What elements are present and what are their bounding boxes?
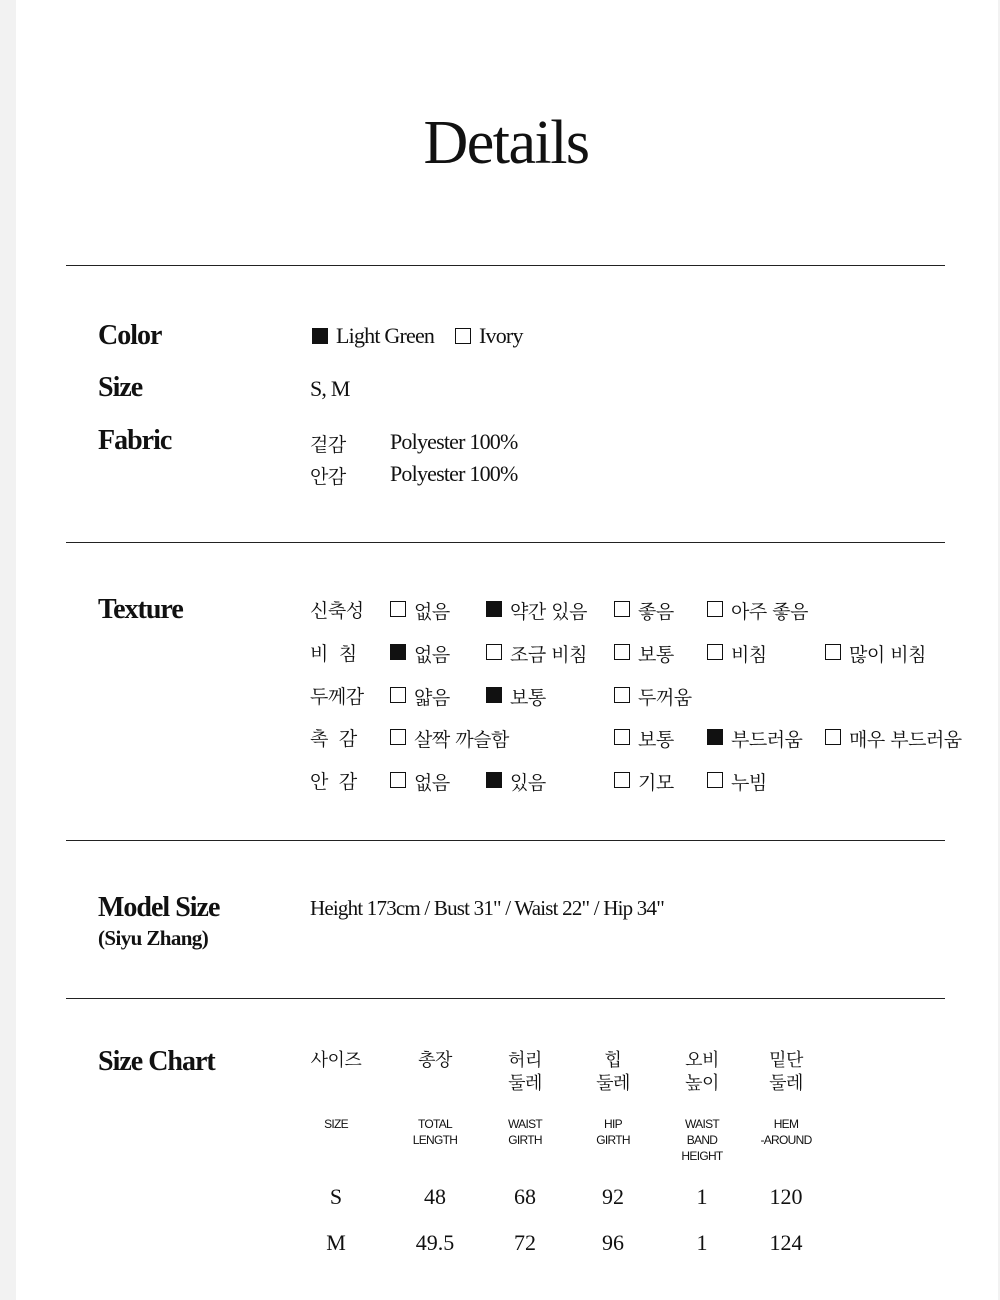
checkbox[interactable] bbox=[390, 644, 406, 660]
checkbox[interactable] bbox=[707, 772, 723, 788]
texture-option-label: 없음 bbox=[414, 772, 450, 794]
texture-option-label: 비침 bbox=[731, 644, 767, 666]
checkbox[interactable] bbox=[825, 729, 841, 745]
texture-row-name: 신축성 bbox=[310, 600, 364, 622]
fabric-part: 안감 bbox=[310, 466, 346, 488]
texture-option-label: 보통 bbox=[510, 687, 546, 709]
size-chart-cell: 49.5 bbox=[415, 1230, 455, 1255]
page-title: Details bbox=[423, 109, 589, 177]
checkbox[interactable] bbox=[390, 601, 406, 617]
texture-row-name: 비 침 bbox=[310, 643, 357, 665]
fabric-value: Polyester 100% bbox=[390, 461, 518, 486]
texture-option-label: 조금 비침 bbox=[510, 644, 587, 666]
color-option-label: Light Green bbox=[336, 323, 435, 348]
texture-option-label: 매우 부드러움 bbox=[849, 729, 962, 751]
size-chart-cell: M bbox=[326, 1230, 346, 1255]
texture-option-label: 부드러움 bbox=[731, 729, 803, 751]
checkbox[interactable] bbox=[312, 328, 328, 344]
size-chart-header-kr: 허리 둘레 bbox=[508, 1050, 542, 1094]
texture-row-name: 안 감 bbox=[310, 771, 357, 793]
color-option-label: Ivory bbox=[479, 323, 523, 348]
texture-row-name: 두께감 bbox=[310, 686, 364, 708]
model-name: (Siyu Zhang) bbox=[98, 926, 209, 950]
size-chart-cell: 96 bbox=[602, 1230, 624, 1255]
texture-row-name: 촉 감 bbox=[310, 728, 357, 750]
size-chart-cell: 124 bbox=[769, 1230, 803, 1255]
texture-label: Texture bbox=[98, 594, 183, 625]
texture-option-label: 기모 bbox=[638, 772, 674, 794]
checkbox[interactable] bbox=[707, 729, 723, 745]
size-chart-cell: S bbox=[329, 1184, 343, 1209]
texture-option-label: 보통 bbox=[638, 729, 674, 751]
model-size-label: Model Size bbox=[98, 892, 220, 923]
texture-option-label: 있음 bbox=[510, 772, 546, 794]
fabric-label: Fabric bbox=[98, 425, 172, 456]
size-chart-header-kr: 총장 bbox=[418, 1050, 452, 1071]
checkbox[interactable] bbox=[614, 644, 630, 660]
checkbox[interactable] bbox=[614, 729, 630, 745]
checkbox[interactable] bbox=[614, 772, 630, 788]
checkbox[interactable] bbox=[614, 601, 630, 617]
texture-option-label: 누빔 bbox=[731, 772, 767, 794]
checkbox[interactable] bbox=[486, 687, 502, 703]
texture-option-label: 아주 좋음 bbox=[731, 601, 808, 623]
texture-option-label: 없음 bbox=[414, 601, 450, 623]
color-label: Color bbox=[98, 320, 162, 351]
fabric-value: Polyester 100% bbox=[390, 429, 518, 454]
checkbox[interactable] bbox=[486, 601, 502, 617]
size-chart-cell: 92 bbox=[602, 1184, 624, 1209]
texture-option-label: 보통 bbox=[638, 644, 674, 666]
checkbox[interactable] bbox=[455, 328, 471, 344]
size-label: Size bbox=[98, 372, 143, 403]
size-chart-cell: 68 bbox=[514, 1184, 536, 1209]
size-chart-cell: 1 bbox=[696, 1230, 708, 1255]
size-chart-header-kr: 밑단 둘레 bbox=[769, 1050, 803, 1094]
size-chart-header-en: HEM -AROUND bbox=[760, 1117, 812, 1147]
texture-option-label: 두꺼움 bbox=[638, 687, 692, 709]
size-chart-header-en: TOTAL LENGTH bbox=[412, 1117, 458, 1147]
checkbox[interactable] bbox=[825, 644, 841, 660]
divider bbox=[66, 265, 945, 266]
texture-option-label: 살짝 까슬함 bbox=[414, 729, 509, 751]
fabric-part: 겉감 bbox=[310, 434, 346, 456]
size-chart-header-en: WAIST BAND HEIGHT bbox=[681, 1117, 723, 1163]
checkbox[interactable] bbox=[390, 687, 406, 703]
checkbox[interactable] bbox=[486, 772, 502, 788]
size-chart-cell: 120 bbox=[769, 1184, 803, 1209]
size-chart-cell: 48 bbox=[424, 1184, 446, 1209]
texture-option-label: 좋음 bbox=[638, 601, 674, 623]
size-chart-cell: 72 bbox=[514, 1230, 536, 1255]
size-chart-header-en: WAIST GIRTH bbox=[507, 1117, 543, 1147]
size-chart-cell: 1 bbox=[696, 1184, 708, 1209]
size-chart-label: Size Chart bbox=[98, 1046, 215, 1077]
size-value: S, M bbox=[310, 376, 350, 401]
texture-option-label: 없음 bbox=[414, 644, 450, 666]
checkbox[interactable] bbox=[390, 729, 406, 745]
checkbox[interactable] bbox=[486, 644, 502, 660]
size-chart-header-en: SIZE bbox=[324, 1117, 348, 1131]
size-chart-header-kr: 힙 둘레 bbox=[596, 1050, 630, 1094]
divider bbox=[66, 998, 945, 999]
texture-option-label: 얇음 bbox=[414, 687, 450, 709]
checkbox[interactable] bbox=[707, 601, 723, 617]
size-chart-header-kr: 오비 높이 bbox=[685, 1050, 719, 1094]
texture-option-label: 많이 비침 bbox=[849, 644, 926, 666]
divider bbox=[66, 542, 945, 543]
model-measurements: Height 173cm / Bust 31" / Waist 22" / Hip 34" bbox=[310, 896, 664, 920]
checkbox[interactable] bbox=[707, 644, 723, 660]
texture-option-label: 약간 있음 bbox=[510, 601, 587, 623]
checkbox[interactable] bbox=[614, 687, 630, 703]
size-chart-header-en: HIP GIRTH bbox=[596, 1117, 630, 1147]
checkbox[interactable] bbox=[390, 772, 406, 788]
size-chart-header-kr: 사이즈 bbox=[310, 1050, 362, 1071]
divider bbox=[66, 840, 945, 841]
